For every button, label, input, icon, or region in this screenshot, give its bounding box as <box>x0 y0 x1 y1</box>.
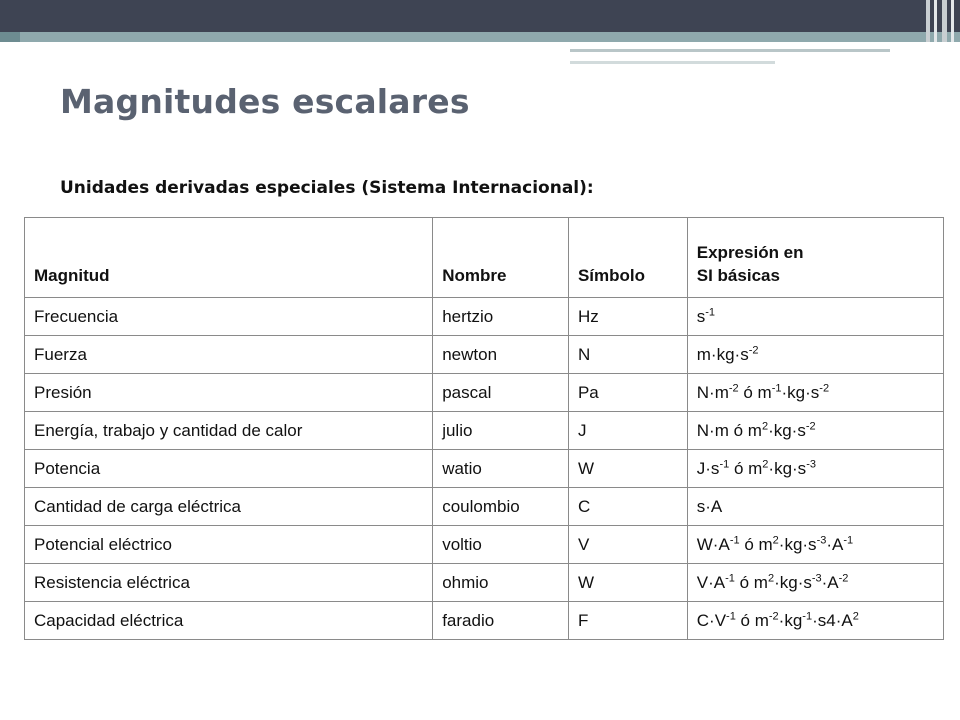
cell-simbolo: C <box>568 488 687 526</box>
cell-simbolo: W <box>568 450 687 488</box>
table-row <box>25 602 944 640</box>
expression-part: ·kg·s <box>774 572 812 592</box>
expression-part: ·kg·s <box>768 420 806 440</box>
cell-simbolo: N <box>568 336 687 374</box>
exponent: -1 <box>705 305 716 318</box>
units-table <box>24 217 944 640</box>
decorative-bar <box>934 0 937 42</box>
exponent: -2 <box>728 381 739 394</box>
expression-part: ó m <box>729 458 763 478</box>
header-expresion-line1: Expresión en <box>696 243 804 263</box>
cell-magnitud: Capacidad eléctrica <box>25 602 433 640</box>
decorative-line <box>570 49 890 52</box>
expression-part: ·kg·s <box>778 534 817 554</box>
expression-part: ·A <box>821 572 839 592</box>
right-decorative-bars <box>920 0 960 42</box>
table-header-row <box>25 218 944 298</box>
expression-part: m·kg·s <box>696 344 749 364</box>
expression-part: N·m <box>696 382 729 402</box>
cell-magnitud: Resistencia eléctrica <box>25 564 433 602</box>
cell-nombre: newton <box>433 336 569 374</box>
header-simbolo: Símbolo <box>568 218 687 298</box>
cell-expresion <box>687 298 943 336</box>
cell-simbolo: W <box>568 564 687 602</box>
expression-part: ó m <box>734 572 768 592</box>
expression-part: s·A <box>696 496 723 516</box>
exponent: -2 <box>768 609 779 622</box>
expression-part: ·s4·A <box>812 610 853 630</box>
exponent: -1 <box>726 609 736 622</box>
table-body <box>25 298 944 640</box>
cell-nombre: faradio <box>433 602 569 640</box>
cell-expresion <box>687 412 943 450</box>
exponent: -1 <box>719 457 730 470</box>
exponent: 2 <box>761 419 769 432</box>
cell-magnitud: Energía, trabajo y cantidad de calor <box>25 412 433 450</box>
expression-part: V·A <box>696 572 726 592</box>
decorative-bar <box>926 0 930 42</box>
exponent: -1 <box>771 381 782 394</box>
expression-part: ·A <box>826 534 844 554</box>
slide-title: Magnitudes escalares <box>60 82 470 121</box>
cell-nombre: voltio <box>433 526 569 564</box>
accent-corner-block <box>0 32 20 42</box>
cell-nombre: pascal <box>433 374 569 412</box>
expression-part: W·A <box>696 534 730 554</box>
exponent: 2 <box>767 571 775 584</box>
cell-simbolo: F <box>568 602 687 640</box>
cell-simbolo: V <box>568 526 687 564</box>
exponent: 2 <box>772 533 779 546</box>
header-magnitud: Magnitud <box>25 218 433 298</box>
table-row <box>25 450 944 488</box>
exponent: -3 <box>806 457 816 470</box>
header-nombre: Nombre <box>433 218 569 298</box>
table-row <box>25 564 944 602</box>
exponent: -1 <box>802 609 813 622</box>
decorative-bar <box>942 0 947 42</box>
expression-part: ó m <box>738 382 772 402</box>
table-row <box>25 298 944 336</box>
cell-expresion <box>687 602 943 640</box>
expression-part: C·V <box>696 610 727 630</box>
header-expresion <box>687 218 943 298</box>
exponent: -2 <box>819 381 830 394</box>
cell-expresion <box>687 374 943 412</box>
cell-magnitud: Cantidad de carga eléctrica <box>25 488 433 526</box>
exponent: -1 <box>729 533 740 546</box>
top-decorative-band <box>0 0 960 32</box>
exponent: 2 <box>762 457 769 470</box>
cell-magnitud: Frecuencia <box>25 298 433 336</box>
top-accent-stripe <box>0 32 960 42</box>
cell-nombre: ohmio <box>433 564 569 602</box>
exponent: -2 <box>748 343 759 356</box>
exponent: -2 <box>805 419 816 432</box>
expression-part: ó m <box>735 610 769 630</box>
table-row <box>25 412 944 450</box>
header-expresion-line2: SI básicas <box>696 266 780 286</box>
cell-simbolo: J <box>568 412 687 450</box>
exponent: -2 <box>838 571 849 584</box>
cell-nombre: coulombio <box>433 488 569 526</box>
cell-expresion <box>687 526 943 564</box>
cell-expresion <box>687 488 943 526</box>
exponent: -1 <box>843 533 854 546</box>
cell-simbolo: Pa <box>568 374 687 412</box>
cell-magnitud: Potencia <box>25 450 433 488</box>
decorative-bar <box>951 0 954 42</box>
expression-part: ·kg·s <box>781 382 820 402</box>
exponent: -3 <box>816 533 827 546</box>
cell-magnitud: Fuerza <box>25 336 433 374</box>
cell-expresion <box>687 564 943 602</box>
expression-part: ó m <box>739 534 773 554</box>
exponent: -1 <box>725 571 735 584</box>
decorative-line <box>570 61 775 64</box>
exponent: -3 <box>811 571 822 584</box>
cell-expresion <box>687 450 943 488</box>
expression-part: N·m ó m <box>696 420 762 440</box>
exponent: 2 <box>852 609 859 622</box>
cell-nombre: julio <box>433 412 569 450</box>
cell-simbolo: Hz <box>568 298 687 336</box>
expression-part: ·kg·s <box>768 458 807 478</box>
table-row <box>25 374 944 412</box>
expression-part: J·s <box>696 458 720 478</box>
cell-magnitud: Presión <box>25 374 433 412</box>
expression-part: ·kg <box>778 610 803 630</box>
cell-expresion <box>687 336 943 374</box>
table-row <box>25 526 944 564</box>
cell-magnitud: Potencial eléctrico <box>25 526 433 564</box>
expression-part: s <box>696 306 706 326</box>
table-row <box>25 488 944 526</box>
cell-nombre: hertzio <box>433 298 569 336</box>
table-row <box>25 336 944 374</box>
slide-subtitle: Unidades derivadas especiales (Sistema Internacional): <box>60 178 594 198</box>
cell-nombre: watio <box>433 450 569 488</box>
